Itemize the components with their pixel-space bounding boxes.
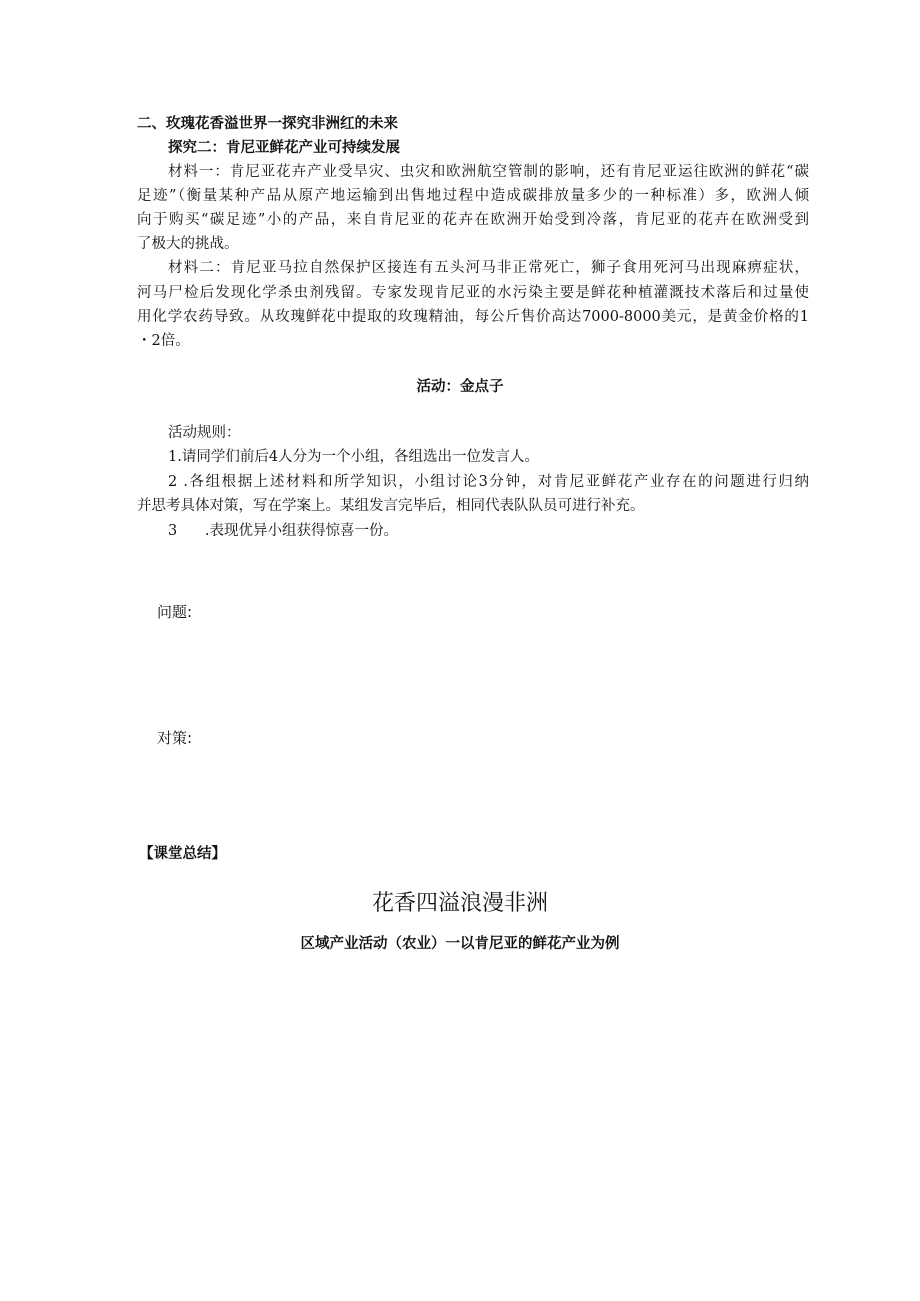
material-one-line: 向于购买“碳足迹”小的产品，来自肯尼亚的花卉在欧洲开始受到冷落，肯尼亚的花卉在欧洲受到 [137,212,809,228]
material-two-line: 材料二：肯尼亚马拉自然保护区接连有五头河马非正常死亡，狮子食用死河马出现麻痹症状， [168,260,809,276]
solution-label: 对策: [157,729,193,747]
problem-label: 问题: [157,603,193,621]
activity-rule-2-line-2: 并思考具体对策，写在学案上。某组发言完毕后，相同代表队队员可进行补充。 [137,498,645,514]
section-heading: 二、玫瑰花香溢世界一探究非洲红的未来 [137,116,398,132]
summary-subtitle: 区域产业活动（农业）一以肯尼亚的鲜花产业为例 [300,936,620,952]
material-two-line: ・2倍。 [137,333,190,349]
activity-rules-label: 活动规则： [168,425,241,441]
material-two-line: 河马尸检后发现化学杀虫剂残留。专家发现肯尼亚的水污染主要是鲜花种植灌溉技术落后和过量使 [137,285,809,301]
activity-title: 活动：金点子 [416,379,504,395]
section-subheading: 探究二：肯尼亚鲜花产业可持续发展 [168,140,400,156]
activity-rule-1: 1.请同学们前后4人分为一个小组，各组选出一位发言人。 [168,449,540,465]
material-one-line: 材料一：肯尼亚花卉产业受旱灾、虫灾和欧洲航空管制的影响，还有肯尼亚运往欧洲的鲜花“碳 [168,164,809,180]
material-two-line: 用化学农药导致。从玫瑰鲜花中提取的玫瑰精油，每公斤售价高达7000-8000美元，是黄金价格的1 [137,309,809,325]
material-one-line: 足迹”（衡量某种产品从原产地运输到出售地过程中造成碳排放量多少的一种标准）多，欧洲人倾 [137,188,809,204]
summary-label: 【课堂总结】 [139,846,226,862]
activity-rule-2-line-1: 2 .各组根据上述材料和所学知识，小组讨论3分钟，对肯尼亚鲜花产业存在的问题进行归纳 [168,474,809,490]
activity-rule-3: 3 .表现优异小组获得惊喜一份。 [168,523,398,539]
material-one-line: 了极大的挑战。 [137,236,239,252]
summary-title: 花香四溢浪漫非洲 [371,891,548,916]
